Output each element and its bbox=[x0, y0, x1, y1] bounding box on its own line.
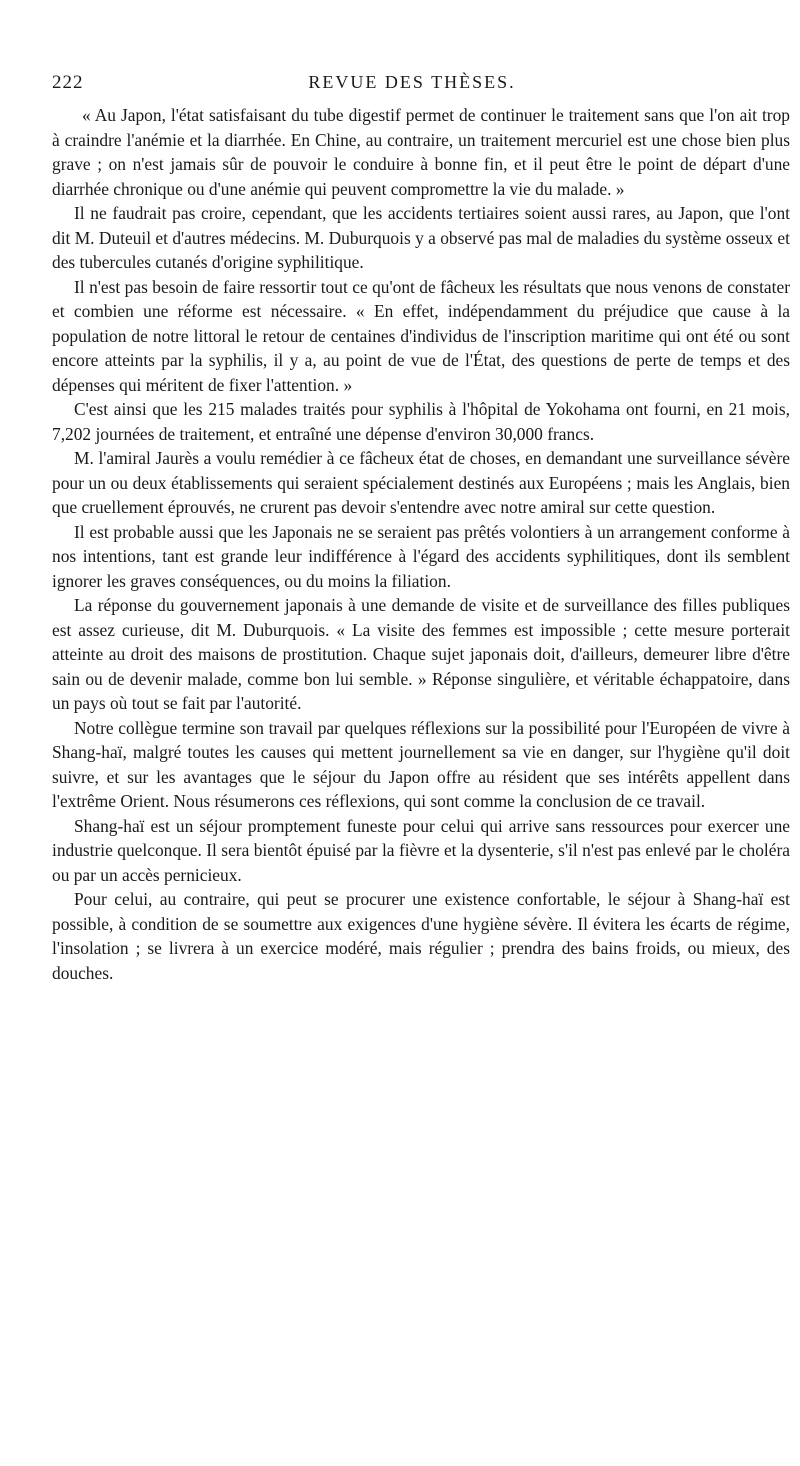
paragraph: Shang-haï est un séjour promptement funeste pour celui qui arrive sans ressources pour exercer une industrie quelconque. Il sera bientôt épuisé par la fièvre et la dysenterie, s'il n'est pas enlevé par le choléra ou par un accès pernicieux. bbox=[52, 815, 790, 885]
paragraph: Il n'est pas besoin de faire ressortir tout ce qu'ont de fâcheux les résultats que nous venons de constater et combien une réforme est nécessaire. « En effet, indépendamment du préjudice que cause à la population de notre littoral le retour de centaines d'individus de l'inscription maritime qui ont été ou sont encore atteints par la syphilis, il y a, au point de vue de l'État, des questions de perte de temps et des dépenses qui méritent de fixer l'attention. » bbox=[52, 276, 790, 395]
page-number: 222 bbox=[52, 72, 84, 93]
paragraph: Notre collègue termine son travail par quelques réflexions sur la possibilité pour l'Européen de vivre à Shang-haï, malgré toutes les causes qui mettent journellement sa vie en danger, sur l'hygiène qu'il doit suivre, et sur les avantages que le séjour du Japon offre au résident que ses intérêts appellent dans l'extrême Orient. Nous résumerons ces réflexions, qui sont comme la conclusion de ce travail. bbox=[52, 717, 790, 811]
paragraph: C'est ainsi que les 215 malades traités pour syphilis à l'hôpital de Yokohama ont fourni, en 21 mois, 7,202 journées de traitement, et entraîné une dépense d'environ 30,000 francs. bbox=[52, 399, 790, 444]
paragraph: Il est probable aussi que les Japonais ne se seraient pas prêtés volontiers à un arrangement conforme à nos intentions, tant est grande leur indifférence à l'égard des accidents syphilitiques, dont ils semblent ignorer les graves conséquences, ou du moins la filiation. bbox=[52, 521, 790, 591]
paragraph: « Au Japon, l'état satisfaisant du tube digestif permet de continuer le traitement sans que l'on ait trop à craindre l'anémie et la diarrhée. En Chine, au contraire, un traitement mercuriel est une chose bien plus grave ; on n'est jamais sûr de pouvoir le conduire à bonne fin, et il peut être le point de départ d'une diarrhée chronique ou d'une anémie qui peuvent compromettre la vie du malade. » bbox=[52, 105, 790, 199]
paragraph: Il ne faudrait pas croire, cependant, que les accidents tertiaires soient aussi rares, au Japon, que l'ont dit M. Duteuil et d'autres médecins. M. Duburquois y a observé pas mal de maladies du système osseux et des tubercules cutanés d'origine syphilitique. bbox=[52, 203, 790, 272]
paragraph: Pour celui, au contraire, qui peut se procurer une existence confortable, le séjour à Shang-haï est possible, à condition de se soumettre aux exigences d'une hygiène sévère. Il évitera les écarts de régime, l'insolation ; se livrera à un exercice modéré, mais régulier ; prendra des bains froids, ou mieux, des douches. bbox=[52, 889, 790, 983]
body-text bbox=[52, 103, 790, 985]
running-title: REVUE DES THÈSES. bbox=[308, 72, 516, 92]
page-header bbox=[52, 72, 772, 98]
paragraph: M. l'amiral Jaurès a voulu remédier à ce fâcheux état de choses, en demandant une surveillance sévère pour un ou deux établissements qui seraient spécialement destinés aux Européens ; mais les Anglais, bien que cruellement éprouvés, ne crurent pas devoir s'entendre avec notre amiral sur cette question. bbox=[52, 448, 790, 517]
paragraph: La réponse du gouvernement japonais à une demande de visite et de surveillance des filles publiques est assez curieuse, dit M. Duburquois. « La visite des femmes est impossible ; cette mesure porterait atteinte au droit des maisons de prostitution. Chaque sujet japonais doit, d'ailleurs, demeurer libre d'être sain ou de devenir malade, comme bon lui semble. » Réponse singulière, et véritable échappatoire, dans un pays où tout se fait par l'autorité. bbox=[52, 595, 790, 713]
